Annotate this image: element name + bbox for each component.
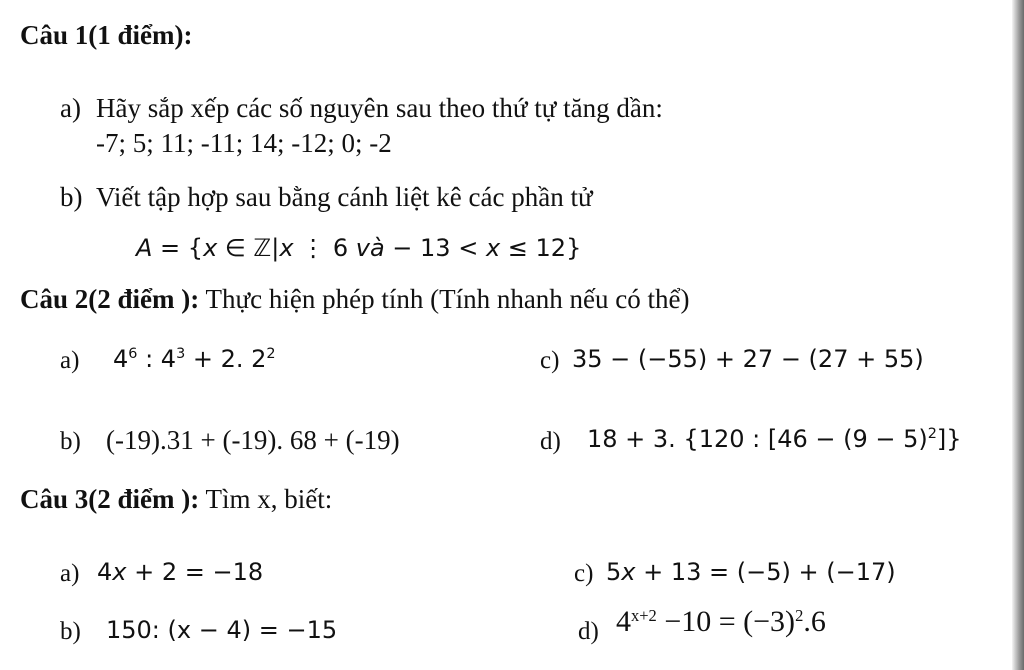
q2-heading-bold: Câu 2(2 điểm ): (20, 284, 200, 314)
q2-d-post: ]} (936, 425, 962, 453)
q2-a-e3: 2 (266, 346, 276, 363)
q3-a-post: + 2 = −18 (126, 558, 264, 586)
q3-c-post: + 13 = (−5) + (−17) (635, 558, 896, 586)
q3-d-mid: −10 = (−3) (656, 605, 796, 638)
q2-a-rest: + 2. 2 (185, 345, 267, 373)
q1-a-numbers: -7; 5; 11; -11; 14; -12; 0; -2 (96, 128, 392, 158)
set-var: x (203, 234, 218, 262)
q1-b-text: Viết tập hợp sau bằng cánh liệt kê các phần tử (96, 182, 593, 212)
page-edge-shadow (1012, 0, 1024, 670)
set-definition (136, 234, 581, 262)
q2-a-b2: 4 (160, 345, 177, 373)
q2-a-e2: 3 (176, 346, 186, 363)
q2-heading (20, 284, 690, 315)
set-cond-a: − 13 < (384, 234, 486, 262)
q1-b-label: b) (60, 182, 83, 212)
q2-a-label: a) (60, 347, 80, 374)
q3-c-expr (606, 558, 896, 586)
q3-heading (20, 484, 332, 515)
q1-heading: Câu 1(1 điểm): (20, 20, 193, 50)
q3-a-label: a) (60, 560, 80, 587)
q2-heading-rest: Thực hiện phép tính (Tính nhanh nếu có thể) (199, 284, 690, 314)
q2-a-e1: 6 (128, 346, 138, 363)
q2-a-expr (113, 345, 276, 373)
q3-a-pre: 4 (97, 558, 113, 586)
q3-d-exp2: 2 (795, 605, 804, 625)
set-eq-open: = { (152, 234, 204, 262)
q2-d-expr (587, 425, 962, 453)
q2-c-expr: 35 − (−55) + 27 − (27 + 55) (572, 345, 924, 373)
q3-d-post: .6 (803, 605, 826, 638)
q2-d-label: d) (540, 428, 561, 455)
set-cond-b: ≤ 12} (500, 234, 582, 262)
q1-a-label: a) (60, 93, 81, 123)
set-in: ∈ ℤ| (217, 234, 280, 262)
q3-b-label: b) (60, 618, 81, 645)
set-var3: x (485, 234, 501, 262)
q3-c-label: c) (574, 560, 594, 587)
q2-b-label: b) (60, 428, 81, 455)
q3-d-label: d) (578, 618, 599, 645)
q2-d-pre: 18 + 3. {120 : [46 − (9 − 5) (587, 425, 928, 453)
q2-d-exp: 2 (927, 426, 937, 443)
q3-c-x: x (621, 558, 636, 586)
q3-a-expr (97, 558, 263, 586)
q3-heading-bold: Câu 3(2 điểm ): (20, 484, 200, 514)
q3-c-pre: 5 (606, 558, 622, 586)
q3-d-exp: x+2 (631, 605, 657, 625)
q2-a-op1: : (137, 345, 161, 373)
set-va: và (355, 234, 385, 262)
q2-a-b1: 4 (113, 345, 129, 373)
set-name: A (136, 234, 153, 262)
q3-a-x: x (112, 558, 127, 586)
q3-d-expr (616, 605, 826, 639)
set-divides: ⋮ 6 (293, 234, 356, 262)
q2-b-expr: (-19).31 + (-19). 68 + (-19) (106, 425, 400, 455)
q2-c-label: c) (540, 347, 560, 374)
q3-d-base: 4 (616, 605, 631, 638)
set-var2: x (279, 234, 294, 262)
q3-b-expr: 150: (x − 4) = −15 (106, 616, 338, 644)
q3-heading-rest: Tìm x, biết: (199, 484, 333, 514)
q1-a-text: Hãy sắp xếp các số nguyên sau theo thứ tự tăng dần: (96, 93, 663, 123)
